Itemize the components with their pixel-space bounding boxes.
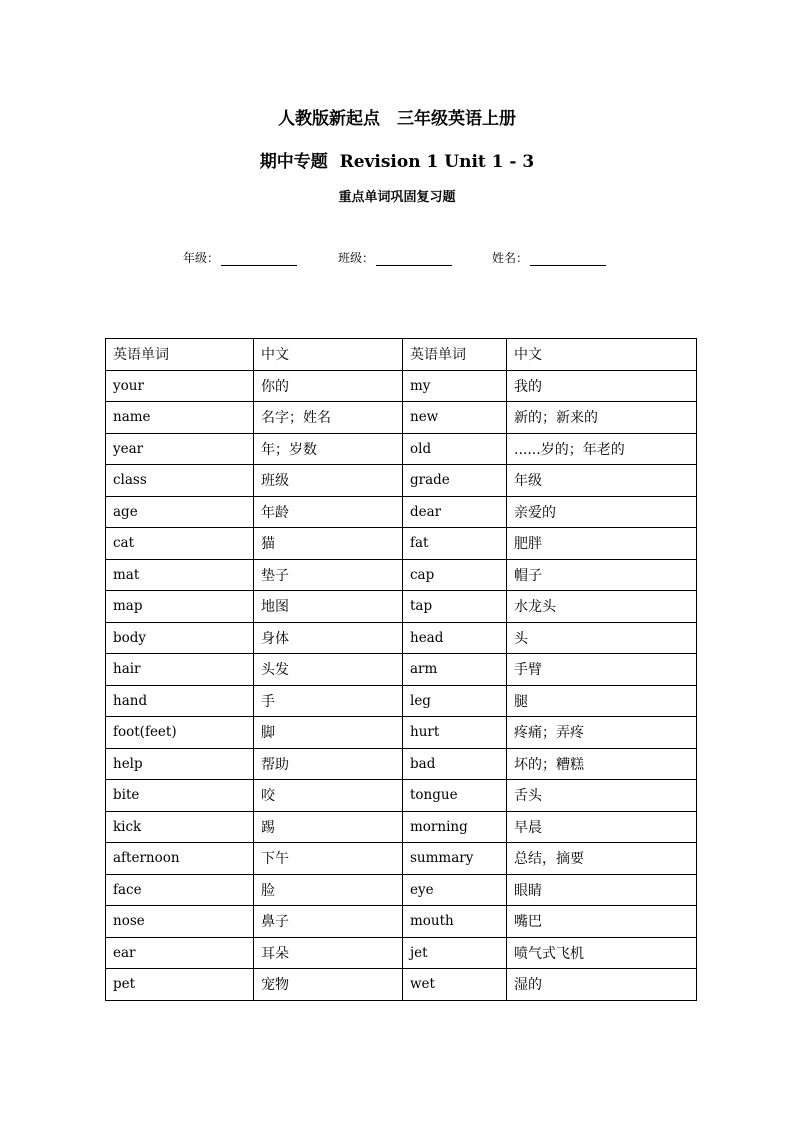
english-word-cell: age (106, 496, 254, 528)
vocabulary-table (105, 338, 697, 1001)
chinese-meaning-cell: 我的 (507, 370, 697, 402)
chinese-meaning-cell: 脸 (254, 874, 403, 906)
english-word-cell: name (106, 402, 254, 434)
english-word-cell: class (106, 465, 254, 497)
chinese-meaning-cell: 嘴巴 (507, 906, 697, 938)
table-row (106, 654, 697, 686)
chinese-meaning-cell: ......岁的；年老的 (507, 433, 697, 465)
name-field (492, 249, 606, 266)
table-row (106, 780, 697, 812)
chinese-meaning-cell: 耳朵 (254, 937, 403, 969)
grade-field (183, 249, 297, 266)
chinese-meaning-cell: 年级 (507, 465, 697, 497)
chinese-meaning-cell: 手臂 (507, 654, 697, 686)
english-word-cell: tongue (403, 780, 507, 812)
english-word-cell: help (106, 748, 254, 780)
chinese-meaning-cell: 手 (254, 685, 403, 717)
chinese-meaning-cell: 地图 (254, 591, 403, 623)
english-word-cell: bite (106, 780, 254, 812)
grade-blank[interactable] (221, 250, 297, 266)
name-label: 姓名： (492, 251, 529, 265)
english-word-cell: arm (403, 654, 507, 686)
chinese-meaning-cell: 鼻子 (254, 906, 403, 938)
table-row (106, 496, 697, 528)
chinese-meaning-cell: 总结，摘要 (507, 843, 697, 875)
english-word-cell: cat (106, 528, 254, 560)
chinese-meaning-cell: 坏的；糟糕 (507, 748, 697, 780)
chinese-meaning-cell: 名字；姓名 (254, 402, 403, 434)
table-row (106, 402, 697, 434)
chinese-meaning-cell: 脚 (254, 717, 403, 749)
chinese-meaning-cell: 水龙头 (507, 591, 697, 623)
english-word-cell: dear (403, 496, 507, 528)
english-word-cell: head (403, 622, 507, 654)
english-word-cell: jet (403, 937, 507, 969)
english-word-cell: foot(feet) (106, 717, 254, 749)
header-cell-chinese: 中文 (254, 339, 403, 371)
table-row (106, 969, 697, 1001)
class-field (338, 249, 452, 266)
header-cell-chinese: 中文 (507, 339, 697, 371)
page-section-title: 重点单词巩固复习题 (338, 190, 456, 205)
table-row (106, 370, 697, 402)
table-header-row (106, 339, 697, 371)
english-word-cell: cap (403, 559, 507, 591)
english-word-cell: kick (106, 811, 254, 843)
table-row (106, 622, 697, 654)
english-word-cell: your (106, 370, 254, 402)
chinese-meaning-cell: 你的 (254, 370, 403, 402)
english-word-cell: map (106, 591, 254, 623)
chinese-meaning-cell: 班级 (254, 465, 403, 497)
chinese-meaning-cell: 早晨 (507, 811, 697, 843)
chinese-meaning-cell: 眼睛 (507, 874, 697, 906)
chinese-meaning-cell: 舌头 (507, 780, 697, 812)
english-word-cell: old (403, 433, 507, 465)
table-row (106, 717, 697, 749)
chinese-meaning-cell: 肥胖 (507, 528, 697, 560)
name-blank[interactable] (530, 250, 606, 266)
english-word-cell: wet (403, 969, 507, 1001)
chinese-meaning-cell: 咬 (254, 780, 403, 812)
english-word-cell: pet (106, 969, 254, 1001)
table-row (106, 685, 697, 717)
chinese-meaning-cell: 宠物 (254, 969, 403, 1001)
english-word-cell: bad (403, 748, 507, 780)
chinese-meaning-cell: 身体 (254, 622, 403, 654)
grade-label: 年级： (183, 251, 220, 265)
english-word-cell: leg (403, 685, 507, 717)
table-row (106, 811, 697, 843)
english-word-cell: year (106, 433, 254, 465)
table-row (106, 465, 697, 497)
table-row (106, 559, 697, 591)
table-row (106, 874, 697, 906)
table-row (106, 843, 697, 875)
english-word-cell: my (403, 370, 507, 402)
page-subtitle: 期中专题 Revision 1 Unit 1 - 3 (259, 152, 535, 172)
chinese-meaning-cell: 帮助 (254, 748, 403, 780)
chinese-meaning-cell: 头发 (254, 654, 403, 686)
english-word-cell: nose (106, 906, 254, 938)
english-word-cell: hand (106, 685, 254, 717)
english-word-cell: morning (403, 811, 507, 843)
class-label: 班级： (338, 251, 375, 265)
chinese-meaning-cell: 年龄 (254, 496, 403, 528)
chinese-meaning-cell: 踢 (254, 811, 403, 843)
page-title: 人教版新起点 三年级英语上册 (278, 109, 516, 129)
table-row (106, 906, 697, 938)
chinese-meaning-cell: 垫子 (254, 559, 403, 591)
chinese-meaning-cell: 猫 (254, 528, 403, 560)
english-word-cell: summary (403, 843, 507, 875)
english-word-cell: body (106, 622, 254, 654)
chinese-meaning-cell: 腿 (507, 685, 697, 717)
table-row (106, 528, 697, 560)
chinese-meaning-cell: 亲爱的 (507, 496, 697, 528)
table-row (106, 433, 697, 465)
chinese-meaning-cell: 喷气式飞机 (507, 937, 697, 969)
english-word-cell: mat (106, 559, 254, 591)
chinese-meaning-cell: 帽子 (507, 559, 697, 591)
english-word-cell: eye (403, 874, 507, 906)
english-word-cell: new (403, 402, 507, 434)
english-word-cell: hurt (403, 717, 507, 749)
chinese-meaning-cell: 下午 (254, 843, 403, 875)
chinese-meaning-cell: 年；岁数 (254, 433, 403, 465)
table-row (106, 748, 697, 780)
english-word-cell: grade (403, 465, 507, 497)
chinese-meaning-cell: 疼痛；弄疼 (507, 717, 697, 749)
table-row (106, 937, 697, 969)
chinese-meaning-cell: 头 (507, 622, 697, 654)
english-word-cell: afternoon (106, 843, 254, 875)
table-row (106, 591, 697, 623)
header-cell-english: 英语单词 (403, 339, 507, 371)
class-blank[interactable] (376, 250, 452, 266)
english-word-cell: tap (403, 591, 507, 623)
english-word-cell: face (106, 874, 254, 906)
chinese-meaning-cell: 湿的 (507, 969, 697, 1001)
english-word-cell: ear (106, 937, 254, 969)
english-word-cell: fat (403, 528, 507, 560)
english-word-cell: mouth (403, 906, 507, 938)
header-cell-english: 英语单词 (106, 339, 254, 371)
chinese-meaning-cell: 新的；新来的 (507, 402, 697, 434)
english-word-cell: hair (106, 654, 254, 686)
